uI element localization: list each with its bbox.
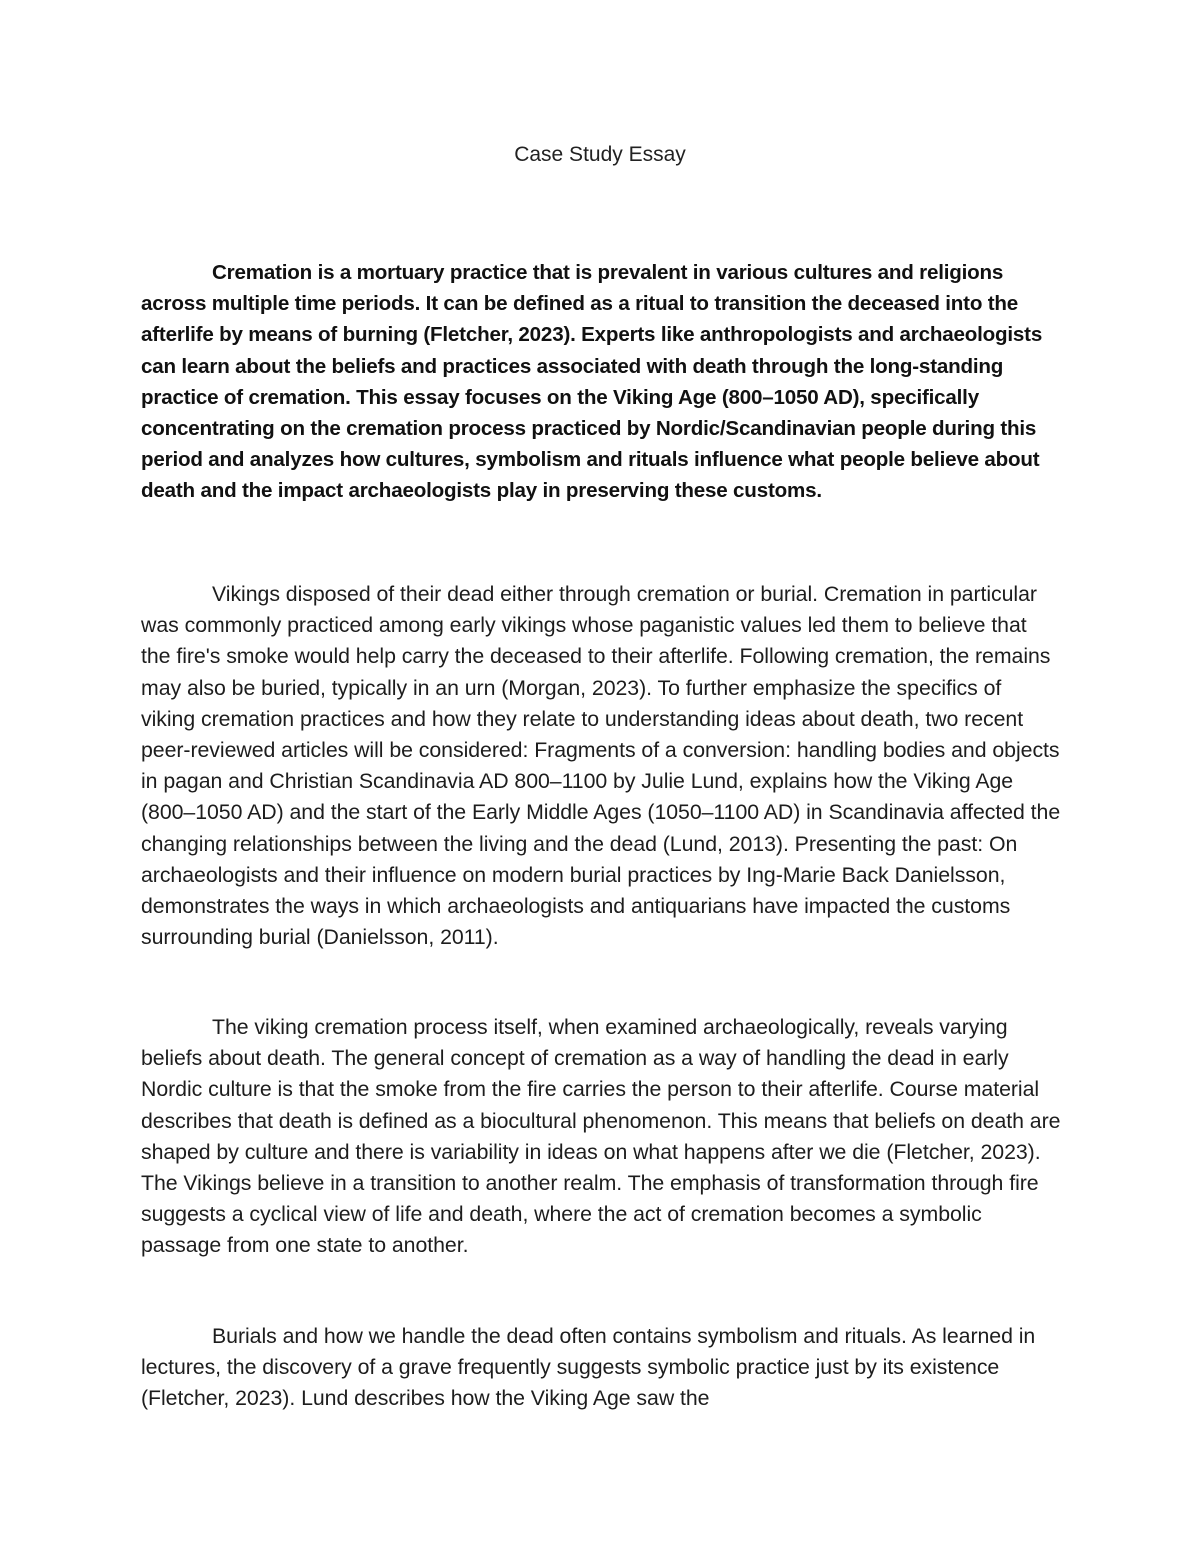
intro-paragraph: Cremation is a mortuary practice that is prevalent in various cultures and religions across multiple time periods. It can be defined as a ritual to transition the deceased into the afterlife by means of burning (Fletcher, 2023). Experts like anthropologists and archaeologists can learn about the beliefs and practices associated with death through the long-standing practice of cremation. This essay focuses on the Viking Age (800–1050 AD), specifically concentrating on the cremation process practiced by Nordic/Scandinavian people during this period and analyzes how cultures, symbolism and rituals influence what people believe about death and the impact archaeologists play in preserving these customs. xyxy=(141,261,1043,503)
body-paragraph-2: The viking cremation process itself, when examined archaeologically, reveals varying beliefs about death. The general concept of cremation as a way of handling the dead in early Nordic culture is that the smoke from the fire carries the person to their afterlife. Course material describes that death is defined as a biocultural phenomenon. This means that beliefs on death are shaped by culture and there is variability in ideas on what happens after we die (Fletcher, 2023). The Vikings believe in a transition to another realm. The emphasis of transformation through fire suggests a cyclical view of life and death, where the act of cremation becomes a symbolic passage from one state to another. xyxy=(141,1015,1061,1258)
document-title: Case Study Essay xyxy=(514,143,686,166)
body-paragraph-1: Vikings disposed of their dead either through cremation or burial. Cremation in particular was commonly practiced among early vikings whose paganistic values led them to believe that the fire's smoke would help carry the deceased to their afterlife. Following cremation, the remains may also be buried, typically in an urn (Morgan, 2023). To further emphasize the specifics of viking cremation practices and how they relate to understanding ideas about death, two recent peer-reviewed articles will be considered: Fragments of a conversion: handling bodies and objects in pagan and Christian Scandinavia AD 800–1100 by Julie Lund, explains how the Viking Age (800–1050 AD) and the start of the Early Middle Ages (1050–1100 AD) in Scandinavia affected the changing relationships between the living and the dead (Lund, 2013). Presenting the past: On archaeologists and their influence on modern burial practices by Ing-Marie Back Danielsson, demonstrates the ways in which archaeologists and antiquarians have impacted the customs surrounding burial (Danielsson, 2011). xyxy=(141,582,1061,950)
body-paragraph-3: Burials and how we handle the dead often contains symbolism and rituals. As learned in lectures, the discovery of a grave frequently suggests symbolic practice just by its existence (Fletcher, 2023). Lund describes how the Viking Age saw the xyxy=(141,1324,1036,1411)
